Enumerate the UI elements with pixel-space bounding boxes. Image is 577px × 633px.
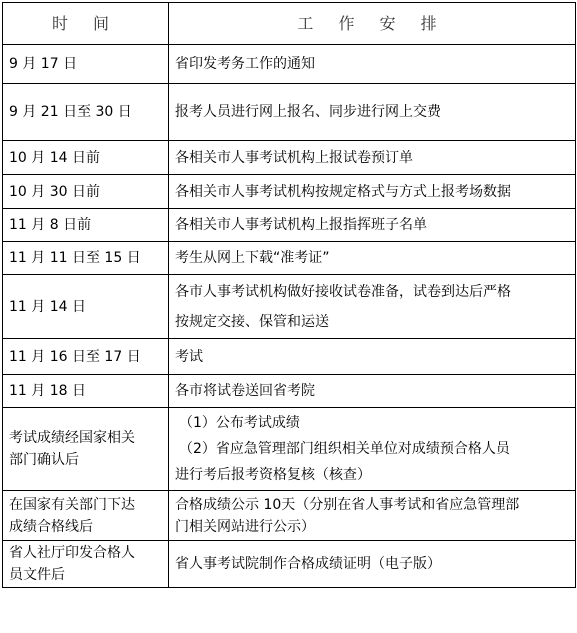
row-time <box>3 541 169 588</box>
task-line: （2）省应急管理部门组织相关单位对成绩预合格人员 <box>179 441 510 457</box>
task-line: （1）公布考试成绩 <box>179 415 300 431</box>
time-line: 省人社厅印发合格人 <box>9 545 135 561</box>
time-line: 员文件后 <box>9 567 65 583</box>
task-line: 进行考后报考资格复核（核查） <box>175 467 371 483</box>
task-line: 按规定交接、保管和运送 <box>175 313 329 330</box>
table-row <box>3 408 576 491</box>
table-row <box>3 339 576 375</box>
table-row <box>3 275 576 339</box>
header-time: 时 间 <box>3 3 169 45</box>
time-line: 部门确认后 <box>9 452 79 468</box>
row-time: 11 月 16 日至 17 日 <box>3 339 169 375</box>
task-line: 各市人事考试机构做好接收试卷准备，试卷到达后严格 <box>175 283 511 300</box>
row-task: 省人事考试院制作合格成绩证明（电子版） <box>169 541 576 588</box>
header-task: 工 作 安 排 <box>169 3 576 45</box>
table-row <box>3 491 576 541</box>
table-row <box>3 141 576 175</box>
row-task: 各市将试卷送回省考院 <box>169 375 576 408</box>
row-time: 9 月 17 日 <box>3 45 169 84</box>
task-line: 合格成绩公示 10天（分别在省人事考试和省应急管理部 <box>175 496 520 513</box>
row-time: 11 月 18 日 <box>3 375 169 408</box>
time-line: 成绩合格线后 <box>9 518 93 535</box>
table-row <box>3 242 576 275</box>
row-time: 11 月 8 日前 <box>3 209 169 242</box>
row-task: 报考人员进行网上报名、同步进行网上交费 <box>169 84 576 141</box>
time-line: 在国家有关部门下达 <box>9 496 135 513</box>
row-task: 考试 <box>169 339 576 375</box>
row-time: 11 月 14 日 <box>3 275 169 339</box>
time-line: 考试成绩经国家相关 <box>9 430 135 446</box>
row-time <box>3 491 169 541</box>
table-row <box>3 209 576 242</box>
table-row <box>3 175 576 209</box>
row-time: 11 月 11 日至 15 日 <box>3 242 169 275</box>
row-task: 各相关市人事考试机构上报试卷预订单 <box>169 141 576 175</box>
row-time: 10 月 14 日前 <box>3 141 169 175</box>
table-row <box>3 45 576 84</box>
table-row <box>3 84 576 141</box>
row-time: 9 月 21 日至 30 日 <box>3 84 169 141</box>
row-task <box>169 408 576 491</box>
row-task: 各相关市人事考试机构上报指挥班子名单 <box>169 209 576 242</box>
row-task: 省印发考务工作的通知 <box>169 45 576 84</box>
table-row <box>3 375 576 408</box>
row-task: 各相关市人事考试机构按规定格式与方式上报考场数据 <box>169 175 576 209</box>
table-row <box>3 541 576 588</box>
schedule-table <box>2 2 576 588</box>
row-time: 10 月 30 日前 <box>3 175 169 209</box>
table-header-row <box>3 3 576 45</box>
row-task: 考生从网上下载“准考证” <box>169 242 576 275</box>
row-task <box>169 275 576 339</box>
row-time <box>3 408 169 491</box>
task-line: 门相关网站进行公示） <box>175 518 315 535</box>
row-task <box>169 491 576 541</box>
